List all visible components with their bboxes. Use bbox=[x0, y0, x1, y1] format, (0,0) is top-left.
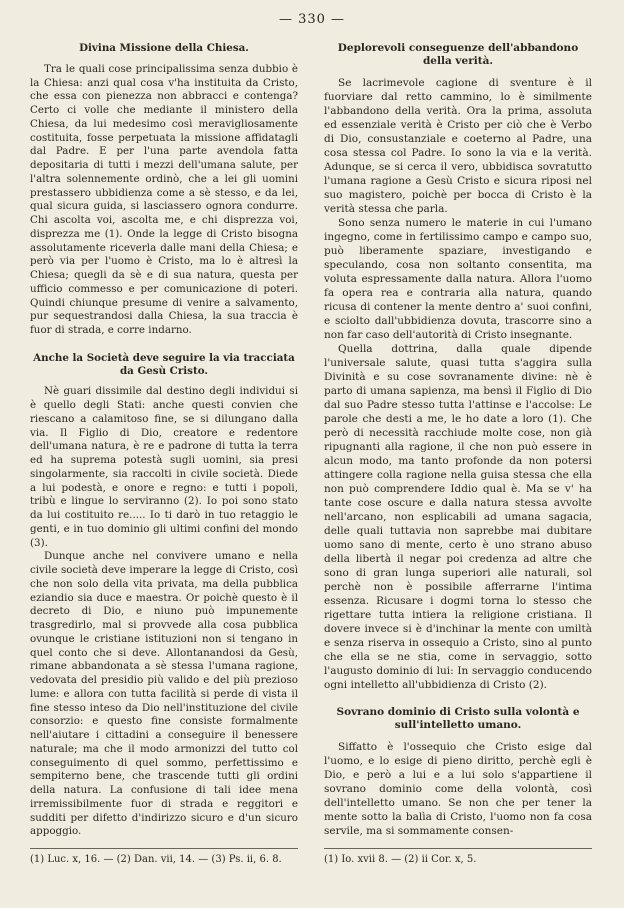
paragraph: Siffatto è l'ossequio che Cristo esige dal l'uomo, e lo esige di pieno diritto, perchè egli è Dio, e però a lui e a lui solo s'appartiene il sovrano dominio come della volontà, così dell'intelletto umano. Se non che per tener la mente sotto la balìa di Cristo, l'uomo non fa cosa servile, ma si sommamente consen- bbox=[324, 741, 592, 837]
section-heading: Divina Missione della Chiesa. bbox=[79, 42, 249, 54]
paragraph: Dunque anche nel convivere umano e nella civile società deve imperare la legge di Cristo, così che non solo della vita privata, ma della pubblica eziandio sia duce e maestra. Or poichè questo è il decreto di Dio, e niuno può impunemente trasgredirlo, mal si provvede alla cosa pubblica ovunque le cristiane istituzioni non si tengano in quel conto che si deve. Allontanandosi da Gesù, rimane abbandonata a sè stessa l'umana ragione, vedovata del presidio più valido e del più prezioso lume: e allora con tutta facilità si perde di vista il fine stesso inteso da Dio nell'instituzione del civile consorzio: e questo fine consiste formalmente nell'aiutare i cittadini a conseguire il benessere naturale; ma che il modo armonizzi del tutto col conseguimento di quel sommo, perfettissimo e sempiterno bene, che trascende tutti gli ordini della natura. La confusione di tali idee mena irremissibilmente fuor di strada e reggitori e sudditi per difetto d'indirizzo sicuro e d'un sicuro appoggio. bbox=[30, 550, 298, 838]
section-heading: Sovrano dominio di Cristo sulla volontà e sull'intelletto umano. bbox=[336, 706, 580, 731]
footnote-left: (1) Luc. x, 16. — (2) Dan. vii, 14. — (3) Ps. ii, 6. 8. bbox=[30, 848, 298, 866]
paragraph: Sono senza numero le materie in cui l'umano ingegno, come in fertilissimo campo e campo suo, può liberamente spaziare, investigando e speculando, cosa non soltanto consentita, ma voluta espressamente dalla natura. Allora l'uomo fa opera rea e contraria alla natura, quando ricusa di contener la mente dentro a' suoi confini, e sciolto dall'ubbidienza dovuta, trascorre sino a non far caso dell'autorità di Cristo insegnante. bbox=[324, 217, 592, 341]
paragraph: Quella dottrina, dalla quale dipende l'universale salute, quasi tutta s'aggira sulla Divinità e su cose sovranamente divine: nè è parto di umana sapienza, ma bensì il Figlio di Dio dal suo Padre stesso tutta l'attinse e l'accolse: Le parole che desti a me, le ho date a loro (1). Che però di necessità racchiude molte cose, non già ripugnanti alla ragione, il che non può essere in alcun modo, ma tanto profonde da non potersi attingere colla ragione nella guisa stessa che ella non può comprendere Iddio qual è. Ma se v' ha tante cose oscure e dalla natura stessa avvolte nell'arcano, non esplicabili ad umana sagacia, delle quali tuttavia non saprebbe mai dubitare uomo sano di mente, certo è uno strano abuso della libertà il negar poi credenza ad altre che sono di gran lunga superiori alle naturali, sol perchè non è possibile afferrarne l'intima essenza. Ricusare i dogmi torna lo stesso che rigettare tutta intiera la religione cristiana. Il dovere invece si è d'inchinar la mente con umiltà e senza riserva in ossequio a Cristo, sino al punto che ella se ne stia, come in servaggio, sotto l'augusto dominio di lui: In servaggio conducendo ogni intelletto all'ubbidienza di Cristo (2). bbox=[324, 343, 592, 691]
paragraph: Nè guari dissimile dal destino degli individui si è quello degli Stati: anche questi convien che riescano a calamitoso fine, se si dilungano dalla via. Il Figlio di Dio, creatore e redentore dell'umana natura, è re e padrone di tutta la terra ed ha suprema potestà sugli uomini, sia presi singolarmente, sia raccolti in civile società. Diede a lui podestà, e onore e regno: e tutti i popoli, tribù e lingue lo serviranno (2). Io poi sono stato da lui costituito re..... Io ti darò in tuo retaggio le genti, e in tuo dominio gli ultimi confini del mondo (3). bbox=[30, 385, 298, 549]
section-heading: Deplorevoli conseguenze dell'abbandono della verità. bbox=[337, 42, 579, 67]
footnote-right: (1) Io. xvii 8. — (2) ii Cor. x, 5. bbox=[324, 848, 592, 866]
page-number: — 330 — bbox=[278, 12, 346, 27]
paragraph: Se lacrimevole cagione di sventure è il fuorviare dal retto cammino, lo è similmente l'abbandono della verità. Ora la prima, assoluta ed essenziale verità è Cristo per ciò che è Verbo di Dio, consustanziale e coeterno al Padre, una cosa stessa col Padre. Io sono la via e la verità. Adunque, se si cerca il vero, ubbidisca sovratutto l'umana ragione a Gesù Cristo e sicura riposi nel suo magistero, poichè per bocca di Cristo è la verità stessa che parla. bbox=[324, 77, 592, 215]
right-column bbox=[324, 40, 592, 838]
section-heading: Anche la Società deve seguire la via tracciata da Gesù Cristo. bbox=[33, 351, 295, 377]
left-column bbox=[30, 40, 298, 839]
paragraph: Tra le quali cose principalissima senza dubbio è la Chiesa: anzi qual cosa v'ha instituita da Cristo, che essa con pienezza non abbracci e contenga? Certo ci volle che mediante il ministero della Chiesa, da lui medesimo così meravigliosamente costituita, fosse perpetuata la missione affidatagli dal Padre. E per l'una parte avendola fatta depositaria di tutti i mezzi dell'umana salute, per l'altra solennemente ordinò, che a lei gli uomini prestassero ubbidienza come a sè stesso, e da lei, qual sicura guida, si lasciassero ognora condurre. Chi ascolta voi, ascolta me, e chi disprezza voi, disprezza me (1). Onde la legge di Cristo bisogna assolutamente riceverla dalle mani della Chiesa; e però via per l'uomo è Cristo, ma lo è altresì la Chiesa; quegli da sè e di sua natura, questa per ufficio commesso e per comunicazione di poteri. Quindi chiunque presume di venire a salvamento, pur sequestrandosi dalla Chiesa, la sua traccia è fuor di strada, e corre indarno. bbox=[30, 62, 298, 336]
